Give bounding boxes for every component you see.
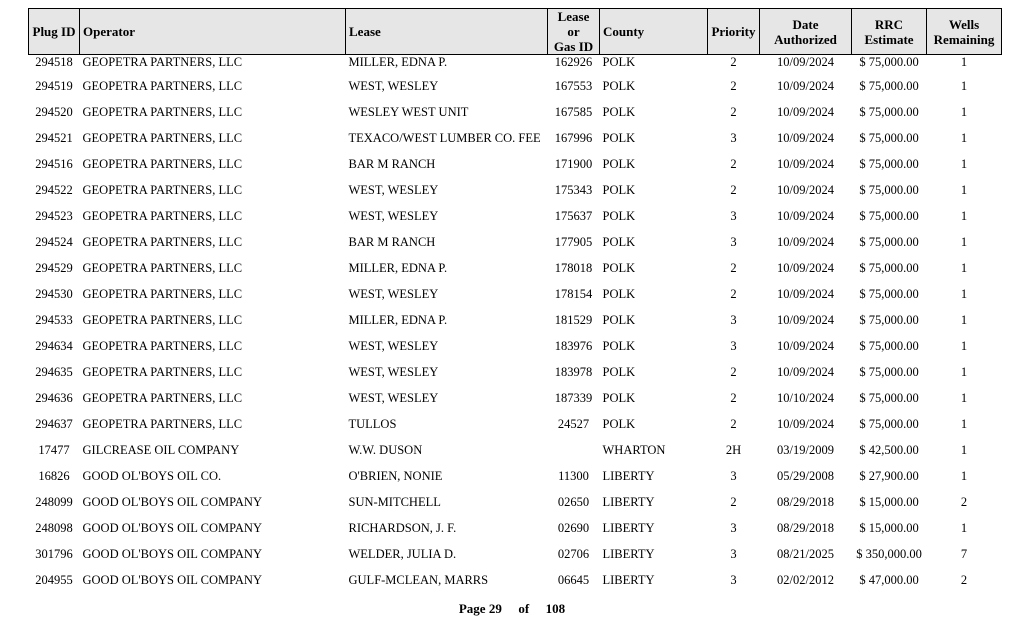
cell-date-authorized: 10/09/2024 xyxy=(777,78,834,93)
cell-operator: GEOPETRA PARTNERS, LLC xyxy=(82,208,243,223)
cell-lease: WEST, WESLEY xyxy=(348,78,439,93)
cell-plug-id: 294637 xyxy=(35,416,73,431)
cell-rrc-estimate: $ 75,000.00 xyxy=(859,208,919,223)
cell-rrc-estimate: $ 75,000.00 xyxy=(859,78,919,93)
cell-priority: 2 xyxy=(730,286,737,301)
cell-wells-remaining: 1 xyxy=(960,156,968,171)
cell-county: POLK xyxy=(602,130,636,145)
cell-plug-id: 294516 xyxy=(35,156,73,171)
cell-date-authorized: 10/09/2024 xyxy=(777,208,834,223)
cell-county: POLK xyxy=(602,104,636,119)
cell-lease-gas-id xyxy=(548,437,600,463)
cell-rrc-estimate: $ 75,000.00 xyxy=(859,416,919,431)
cell-plug-id: 16826 xyxy=(38,468,70,483)
header-row xyxy=(29,9,1002,55)
header-estimate-line2: Estimate xyxy=(864,31,914,47)
table-row xyxy=(29,541,1002,567)
cell-county: POLK xyxy=(602,156,636,171)
cell-county: LIBERTY xyxy=(602,468,655,483)
cell-wells-remaining: 1 xyxy=(960,260,968,275)
cell-wells-remaining: 1 xyxy=(960,130,968,145)
cell-plug-id: 294519 xyxy=(35,78,73,93)
cell-wells-remaining: 1 xyxy=(960,312,968,327)
cell-county: POLK xyxy=(602,260,636,275)
cell-lease-gas-id: 171900 xyxy=(554,156,593,171)
header-wells-line1: Wells xyxy=(948,16,980,32)
cell-date-authorized: 10/09/2024 xyxy=(777,416,834,431)
cell-priority: 2 xyxy=(730,78,737,93)
cell-plug-id: 248098 xyxy=(35,520,73,535)
cell-lease: BAR M RANCH xyxy=(348,234,436,249)
cell-county: POLK xyxy=(602,208,636,223)
cell-priority: 2 xyxy=(730,390,737,405)
cell-priority: 3 xyxy=(730,208,737,223)
header-wells-remaining xyxy=(927,9,1002,55)
cell-date-authorized: 08/29/2018 xyxy=(777,520,834,535)
cell-plug-id: 294634 xyxy=(35,338,73,353)
cell-plug-id: 294635 xyxy=(35,364,73,379)
cell-lease-gas-id: 06645 xyxy=(557,572,590,587)
cell-date-authorized: 10/09/2024 xyxy=(777,130,834,145)
cell-county: LIBERTY xyxy=(602,520,655,535)
cell-lease-gas-id: 183976 xyxy=(554,338,593,353)
cell-priority: 2 xyxy=(730,416,737,431)
cell-plug-id: 294521 xyxy=(35,130,73,145)
cell-rrc-estimate: $ 15,000.00 xyxy=(859,520,919,535)
cell-lease-gas-id: 167996 xyxy=(554,130,593,145)
cell-wells-remaining: 1 xyxy=(960,104,968,119)
cell-priority: 2 xyxy=(730,156,737,171)
cell-operator: GEOPETRA PARTNERS, LLC xyxy=(82,78,243,93)
cell-priority: 3 xyxy=(730,468,737,483)
cell-rrc-estimate: $ 75,000.00 xyxy=(859,286,919,301)
cell-county: POLK xyxy=(602,338,636,353)
cell-rrc-estimate: $ 75,000.00 xyxy=(859,260,919,275)
cell-date-authorized: 10/09/2024 xyxy=(777,286,834,301)
cell-wells-remaining: 1 xyxy=(960,234,968,249)
cell-wells-remaining: 1 xyxy=(960,286,968,301)
cell-date-authorized: 08/21/2025 xyxy=(777,546,834,561)
header-lease: Lease xyxy=(346,9,548,55)
header-county: County xyxy=(600,9,708,55)
cell-priority: 2H xyxy=(725,442,742,457)
cell-lease: BAR M RANCH xyxy=(348,156,436,171)
cell-lease: WESLEY WEST UNIT xyxy=(348,104,469,119)
cell-operator: GEOPETRA PARTNERS, LLC xyxy=(82,390,243,405)
cell-lease-gas-id: 24527 xyxy=(557,416,590,431)
cell-operator: GEOPETRA PARTNERS, LLC xyxy=(82,234,243,249)
cell-county: POLK xyxy=(602,286,636,301)
cell-rrc-estimate: $ 27,900.00 xyxy=(859,468,919,483)
cell-lease-gas-id: 178154 xyxy=(554,286,593,301)
cell-date-authorized: 10/09/2024 xyxy=(777,104,834,119)
cell-county: LIBERTY xyxy=(602,572,655,587)
cell-plug-id: 294529 xyxy=(35,260,73,275)
cell-rrc-estimate: $ 15,000.00 xyxy=(859,494,919,509)
cell-wells-remaining: 2 xyxy=(960,494,968,509)
cell-lease-gas-id: 183978 xyxy=(554,364,593,379)
cell-priority: 3 xyxy=(730,520,737,535)
cell-priority: 2 xyxy=(730,364,737,379)
cell-operator: GOOD OL'BOYS OIL COMPANY xyxy=(82,546,262,561)
cell-plug-id: 17477 xyxy=(38,442,70,457)
cell-priority: 3 xyxy=(730,338,737,353)
page-number: 29 xyxy=(488,601,502,616)
cell-operator: GEOPETRA PARTNERS, LLC xyxy=(82,182,243,197)
cell-lease-gas-id: 177905 xyxy=(554,234,593,249)
cell-lease: SUN-MITCHELL xyxy=(348,494,441,509)
cell-county: POLK xyxy=(602,234,636,249)
cell-wells-remaining: 1 xyxy=(960,208,968,223)
header-rrc-estimate xyxy=(852,9,927,55)
cell-date-authorized: 10/09/2024 xyxy=(777,234,834,249)
header-date-line1: Date xyxy=(792,16,819,32)
cell-operator: GOOD OL'BOYS OIL COMPANY xyxy=(82,520,262,535)
cell-plug-id: 248099 xyxy=(35,494,73,509)
cell-priority: 2 xyxy=(730,494,737,509)
cell-lease: WEST, WESLEY xyxy=(348,364,439,379)
cell-wells-remaining: 1 xyxy=(960,390,968,405)
header-lease-gas-id-line2: Gas ID xyxy=(553,39,594,54)
cell-wells-remaining: 1 xyxy=(960,182,968,197)
cell-date-authorized: 10/09/2024 xyxy=(777,260,834,275)
cell-county: WHARTON xyxy=(602,442,666,457)
cell-rrc-estimate: $ 75,000.00 xyxy=(859,338,919,353)
table-row xyxy=(29,489,1002,515)
cell-county: POLK xyxy=(602,390,636,405)
table-row xyxy=(29,515,1002,541)
cell-county: POLK xyxy=(602,78,636,93)
cell-operator: GEOPETRA PARTNERS, LLC xyxy=(82,286,243,301)
cell-lease-gas-id: 02706 xyxy=(557,546,590,561)
cell-plug-id: 294520 xyxy=(35,104,73,119)
table-row xyxy=(29,55,1002,74)
cell-date-authorized: 10/09/2024 xyxy=(777,364,834,379)
cell-operator: GEOPETRA PARTNERS, LLC xyxy=(82,156,243,171)
table-row xyxy=(29,281,1002,307)
cell-operator: GILCREASE OIL COMPANY xyxy=(82,442,240,457)
cell-lease: WEST, WESLEY xyxy=(348,182,439,197)
table-row xyxy=(29,177,1002,203)
header-lease-gas-id xyxy=(548,9,600,55)
table-header xyxy=(29,9,1002,55)
table-row xyxy=(29,255,1002,281)
cell-operator: GEOPETRA PARTNERS, LLC xyxy=(82,130,243,145)
cell-lease-gas-id: 175637 xyxy=(554,208,593,223)
cell-county: LIBERTY xyxy=(602,546,655,561)
cell-lease-gas-id: 167553 xyxy=(554,78,593,93)
cell-operator: GEOPETRA PARTNERS, LLC xyxy=(82,104,243,119)
cell-lease-gas-id: 11300 xyxy=(558,468,589,483)
cell-plug-id: 301796 xyxy=(35,546,73,561)
cell-lease: WEST, WESLEY xyxy=(348,286,439,301)
cell-wells-remaining: 1 xyxy=(960,442,968,457)
cell-date-authorized: 10/09/2024 xyxy=(777,55,834,69)
cell-lease-gas-id: 167585 xyxy=(554,104,593,119)
cell-plug-id: 294523 xyxy=(35,208,73,223)
cell-rrc-estimate: $ 75,000.00 xyxy=(859,390,919,405)
cell-date-authorized: 08/29/2018 xyxy=(777,494,834,509)
cell-plug-id: 204955 xyxy=(35,572,73,587)
cell-operator: GEOPETRA PARTNERS, LLC xyxy=(82,260,243,275)
table-row xyxy=(29,437,1002,463)
cell-plug-id: 294522 xyxy=(35,182,73,197)
cell-wells-remaining: 7 xyxy=(960,546,968,561)
cell-priority: 2 xyxy=(730,104,737,119)
cell-lease: GULF-MCLEAN, MARRS xyxy=(348,572,489,587)
cell-rrc-estimate: $ 75,000.00 xyxy=(859,312,919,327)
header-wells-line2: Remaining xyxy=(933,31,995,47)
cell-priority: 3 xyxy=(730,234,737,249)
cell-lease-gas-id: 162926 xyxy=(554,55,593,69)
cell-operator: GOOD OL'BOYS OIL COMPANY xyxy=(82,494,262,509)
cell-lease-gas-id: 175343 xyxy=(554,182,593,197)
header-date-authorized xyxy=(760,9,852,55)
table-body xyxy=(29,55,1002,594)
cell-lease: WEST, WESLEY xyxy=(348,390,439,405)
table-row xyxy=(29,99,1002,125)
cell-plug-id: 294636 xyxy=(35,390,73,405)
cell-rrc-estimate: $ 75,000.00 xyxy=(859,130,919,145)
cell-lease: W.W. DUSON xyxy=(348,442,423,457)
cell-date-authorized: 10/10/2024 xyxy=(777,390,834,405)
table-row xyxy=(29,333,1002,359)
table-row xyxy=(29,151,1002,177)
cell-wells-remaining: 1 xyxy=(960,416,968,431)
cell-operator: GEOPETRA PARTNERS, LLC xyxy=(82,364,243,379)
cell-county: LIBERTY xyxy=(602,494,655,509)
cell-rrc-estimate: $ 75,000.00 xyxy=(859,104,919,119)
cell-lease: RICHARDSON, J. F. xyxy=(348,520,457,535)
cell-rrc-estimate: $ 75,000.00 xyxy=(859,182,919,197)
cell-rrc-estimate: $ 75,000.00 xyxy=(859,234,919,249)
cell-wells-remaining: 1 xyxy=(960,338,968,353)
cell-operator: GOOD OL'BOYS OIL COMPANY xyxy=(82,572,262,587)
cell-priority: 2 xyxy=(730,260,737,275)
cell-rrc-estimate: $ 75,000.00 xyxy=(859,156,919,171)
header-lease-gas-id-line1: Lease or xyxy=(557,9,590,39)
cell-date-authorized: 10/09/2024 xyxy=(777,182,834,197)
cell-operator: GEOPETRA PARTNERS, LLC xyxy=(82,416,243,431)
table-row xyxy=(29,307,1002,333)
cell-lease: TULLOS xyxy=(348,416,397,431)
table-row xyxy=(29,385,1002,411)
cell-operator: GOOD OL'BOYS OIL CO. xyxy=(82,468,222,483)
cell-county: POLK xyxy=(602,182,636,197)
cell-date-authorized: 03/19/2009 xyxy=(777,442,834,457)
cell-date-authorized: 10/09/2024 xyxy=(777,312,834,327)
cell-priority: 3 xyxy=(730,312,737,327)
cell-lease: O'BRIEN, NONIE xyxy=(348,468,443,483)
cell-rrc-estimate: $ 42,500.00 xyxy=(859,442,919,457)
table-row xyxy=(29,567,1002,593)
cell-wells-remaining: 1 xyxy=(960,55,968,69)
cell-lease-gas-id: 178018 xyxy=(554,260,593,275)
cell-county: POLK xyxy=(602,55,636,69)
cell-lease: MILLER, EDNA P. xyxy=(348,260,448,275)
table-row xyxy=(29,229,1002,255)
cell-lease: TEXACO/WEST LUMBER CO. FEE xyxy=(348,130,541,145)
page-footer xyxy=(0,601,1024,617)
cell-rrc-estimate: $ 75,000.00 xyxy=(859,55,919,69)
cell-operator: GEOPETRA PARTNERS, LLC xyxy=(82,55,243,69)
cell-wells-remaining: 2 xyxy=(960,572,968,587)
cell-date-authorized: 02/02/2012 xyxy=(777,572,834,587)
page-total: 108 xyxy=(545,601,566,616)
cell-wells-remaining: 1 xyxy=(960,78,968,93)
cell-wells-remaining: 1 xyxy=(960,520,968,535)
cell-lease-gas-id: 02690 xyxy=(557,520,590,535)
cell-county: POLK xyxy=(602,312,636,327)
header-estimate-line1: RRC xyxy=(874,16,904,32)
cell-plug-id: 294533 xyxy=(35,312,73,327)
header-priority: Priority xyxy=(708,9,760,55)
cell-priority: 3 xyxy=(730,130,737,145)
cell-date-authorized: 05/29/2008 xyxy=(777,468,834,483)
cell-lease: WEST, WESLEY xyxy=(348,338,439,353)
cell-lease: WELDER, JULIA D. xyxy=(348,546,457,561)
header-plug-id: Plug ID xyxy=(29,9,80,55)
cell-lease: MILLER, EDNA P. xyxy=(348,55,448,69)
header-operator: Operator xyxy=(80,9,346,55)
header-date-line2: Authorized xyxy=(774,31,837,47)
cell-wells-remaining: 1 xyxy=(960,364,968,379)
plugging-report-table xyxy=(28,8,1002,593)
cell-operator: GEOPETRA PARTNERS, LLC xyxy=(82,338,243,353)
cell-operator: GEOPETRA PARTNERS, LLC xyxy=(82,312,243,327)
cell-lease: WEST, WESLEY xyxy=(348,208,439,223)
cell-lease: MILLER, EDNA P. xyxy=(348,312,448,327)
table-row xyxy=(29,125,1002,151)
page-of-label: of xyxy=(518,601,530,616)
cell-date-authorized: 10/09/2024 xyxy=(777,338,834,353)
cell-priority: 3 xyxy=(730,546,737,561)
cell-plug-id: 294530 xyxy=(35,286,73,301)
table-row xyxy=(29,463,1002,489)
cell-rrc-estimate: $ 47,000.00 xyxy=(859,572,919,587)
cell-plug-id: 294524 xyxy=(35,234,73,249)
cell-rrc-estimate: $ 75,000.00 xyxy=(859,364,919,379)
cell-rrc-estimate: $ 350,000.00 xyxy=(856,546,922,561)
cell-plug-id: 294518 xyxy=(35,55,73,69)
table-row xyxy=(29,359,1002,385)
table-row xyxy=(29,73,1002,99)
table-row xyxy=(29,203,1002,229)
cell-priority: 2 xyxy=(730,182,737,197)
cell-priority: 3 xyxy=(730,572,737,587)
table-row xyxy=(29,411,1002,437)
cell-date-authorized: 10/09/2024 xyxy=(777,156,834,171)
cell-priority: 2 xyxy=(730,55,737,69)
cell-lease-gas-id: 02650 xyxy=(557,494,590,509)
cell-lease-gas-id: 187339 xyxy=(554,390,593,405)
cell-wells-remaining: 1 xyxy=(960,468,968,483)
page-label: Page xyxy=(458,601,486,616)
cell-county: POLK xyxy=(602,364,636,379)
cell-lease-gas-id: 181529 xyxy=(554,312,593,327)
cell-county: POLK xyxy=(602,416,636,431)
